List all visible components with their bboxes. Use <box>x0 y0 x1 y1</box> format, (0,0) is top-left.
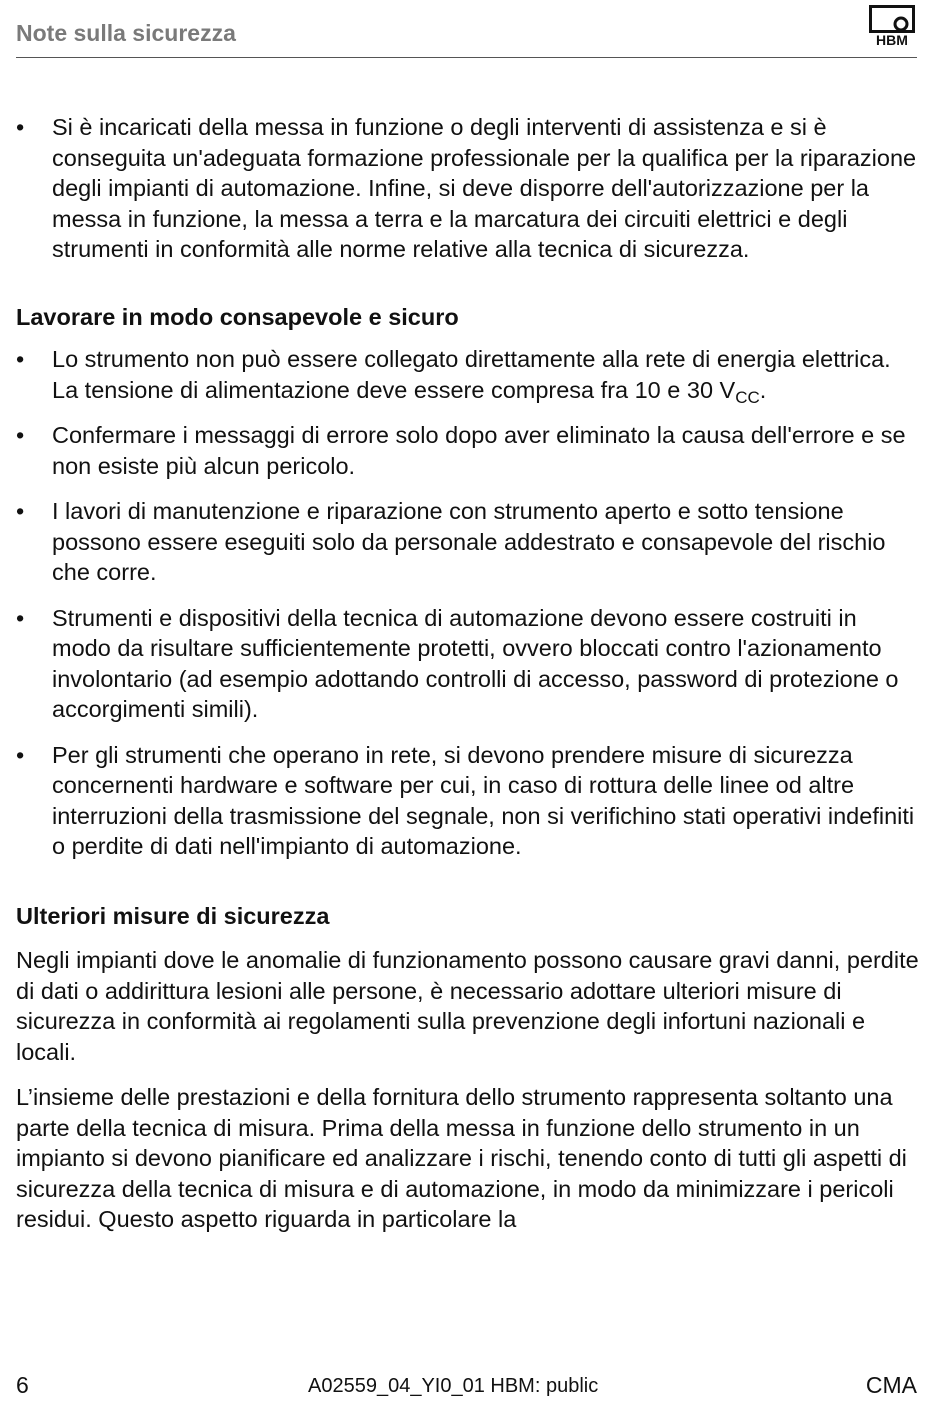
bullet-marker: • <box>16 498 25 524</box>
paragraph: Negli impianti dove le anomalie di funzionamento possono causare gravi danni, perdite di dati o addirittura lesioni alle persone, è necessario adottare ulteriori misure di sicurezza in conformità ai regolamenti sulla prevenzione degli infortuni nazionali e locali. <box>16 947 919 1065</box>
hbm-logo <box>869 5 915 47</box>
page-header <box>16 0 917 58</box>
list-item <box>16 496 921 588</box>
section-heading: Ulteriori misure di sicurezza <box>16 902 330 929</box>
bullet-marker: • <box>16 604 25 631</box>
bullet-marker: • <box>16 114 25 140</box>
voltage-subscript: CC <box>735 387 760 407</box>
bullet-text: Per gli strumenti che operano in rete, si devono prendere misure di sicurezza concernenti hardware e software per cui, in caso di rottura delle linee od altre interruzioni della trasmissione del segnale, non si verifichino stati operativi indefiniti o perdite di dati nell'impianto di automazione. <box>52 741 915 859</box>
product-name: CMA <box>865 1372 917 1398</box>
bullet-text: I lavori di manutenzione e riparazione con strumento aperto e sotto tensione possono essere eseguiti solo da personale addestrato e consapevole del rischio che corre. <box>52 498 886 585</box>
bullet-text-end: . <box>759 376 767 403</box>
bullet-text: Strumenti e dispositivi della tecnica di automazione devono essere costruiti in modo da risultare sufficientemente protetti, ovvero bloccati contro l'azionamento involontario (ad esempio adottando controlli di accesso, password di protezione o accorgimenti simili). <box>52 604 899 722</box>
bullet-marker: • <box>16 422 25 448</box>
page-footer <box>16 1372 917 1402</box>
bullet-text: Lo strumento non può essere collegato direttamente alla rete di energia elettrica. La tensione di alimentazione deve essere compresa fra 10 e 30 V <box>52 346 891 403</box>
header-title: Note sulla sicurezza <box>16 20 236 46</box>
bullet-text: Si è incaricati della messa in funzione o degli interventi di assistenza e si è conseguita un'adeguata formazione professionale per la qualifica per la riparazione degli impianti di automazione. Infine, si deve disporre dell'autorizzazione per la messa in funzione, la messa a terra e la marcatura dei circuiti elettrici e degli strumenti in conformità alle norme relative alla tecnica di sicurezza. <box>52 114 917 262</box>
bullet-marker: • <box>16 741 25 768</box>
logo-text: HBM <box>876 32 908 47</box>
list-item <box>16 420 921 481</box>
bullet-text: Confermare i messaggi di errore solo dopo aver eliminato la causa dell'errore e se non esiste più alcun pericolo. <box>52 422 906 479</box>
page-number: 6 <box>16 1372 29 1398</box>
list-item <box>16 603 921 725</box>
list-item <box>16 344 921 405</box>
bullet-marker: • <box>16 346 25 372</box>
page-content <box>16 112 921 1250</box>
list-item <box>16 740 921 862</box>
list-item <box>16 112 921 265</box>
document-id: A02559_04_YI0_01 HBM: public <box>308 1375 599 1397</box>
section-heading: Lavorare in modo consapevole e sicuro <box>16 303 459 330</box>
paragraph: L’insieme delle prestazioni e della fornitura dello strumento rappresenta soltanto una parte della tecnica di misura. Prima della messa in funzione dello strumento in un impianto si devono pianificare ed analizzare i rischi, tenendo conto di tutti gli aspetti di sicurezza della tecnica di misura e di automazione, in modo da minimizzare i pericoli residui. Questo aspetto riguarda in particolare la <box>16 1084 907 1232</box>
